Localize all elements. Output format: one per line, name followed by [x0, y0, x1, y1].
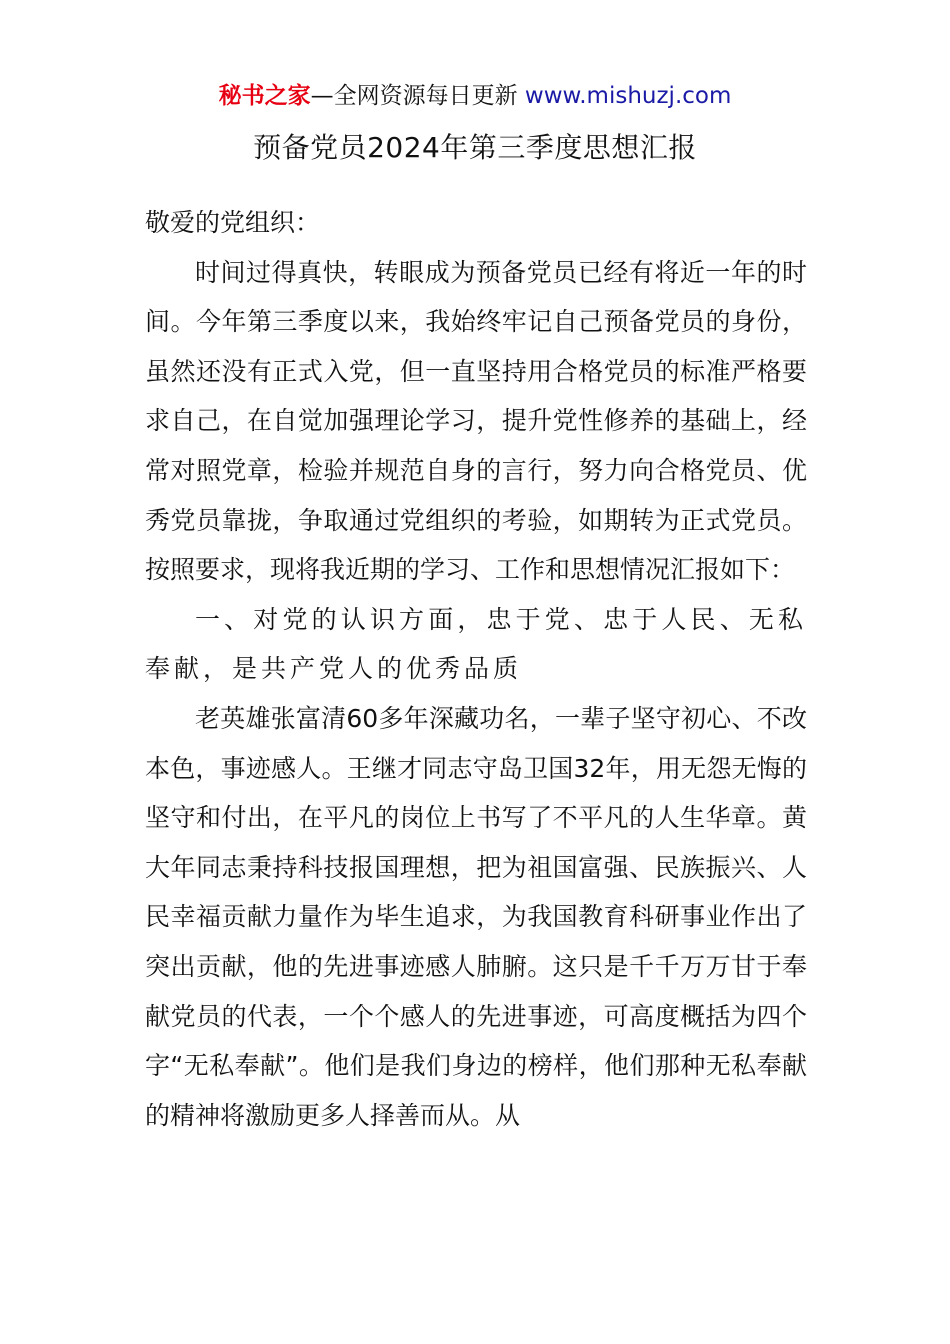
paragraph-intro: 时间过得真快，转眼成为预备党员已经有将近一年的时间。今年第三季度以来，我始终牢记自己预备党员的身份，虽然还没有正式入党，但一直坚持用合格党员的标准严格要求自己，在自觉加强理论学习，提升党性修养的基础上，经常对照党章，检验并规范自身的言行，努力向合格党员、优秀党员靠拢，争取通过党组织的考验，如期转为正式党员。按照要求，现将我近期的学习、工作和思想情况汇报如下：	[145, 257, 807, 585]
site-brand: 秘书之家	[218, 83, 311, 109]
document-title: 预备党员2024年第三季度思想汇报	[253, 131, 697, 164]
site-slogan: —全网资源每日更新	[310, 83, 525, 109]
section-heading-1: 一、对党的认识方面，忠于党、忠于人民、无私奉献，是共产党人的优秀品质	[145, 604, 807, 684]
document-body	[145, 198, 807, 1140]
site-banner	[0, 80, 950, 112]
salutation: 敬爱的党组织：	[145, 208, 321, 237]
paragraph-section-1: 老英雄张富清60多年深藏功名，一辈子坚守初心、不改本色，事迹感人。王继才同志守岛卫国32年，用无怨无悔的坚守和付出，在平凡的岗位上书写了不平凡的人生华章。黄大年同志秉持科技报国理想，把为祖国富强、民族振兴、人民幸福贡献力量作为毕生追求，为我国教育科研事业作出了突出贡献，他的先进事迹感人肺腑。这只是千千万万甘于奉献党员的代表，一个个感人的先进事迹，可高度概括为四个字“无私奉献”。他们是我们身边的榜样，他们那种无私奉献的精神将激励更多人择善而从。从	[145, 703, 807, 1130]
site-url: www.mishuzj.com	[524, 83, 732, 109]
